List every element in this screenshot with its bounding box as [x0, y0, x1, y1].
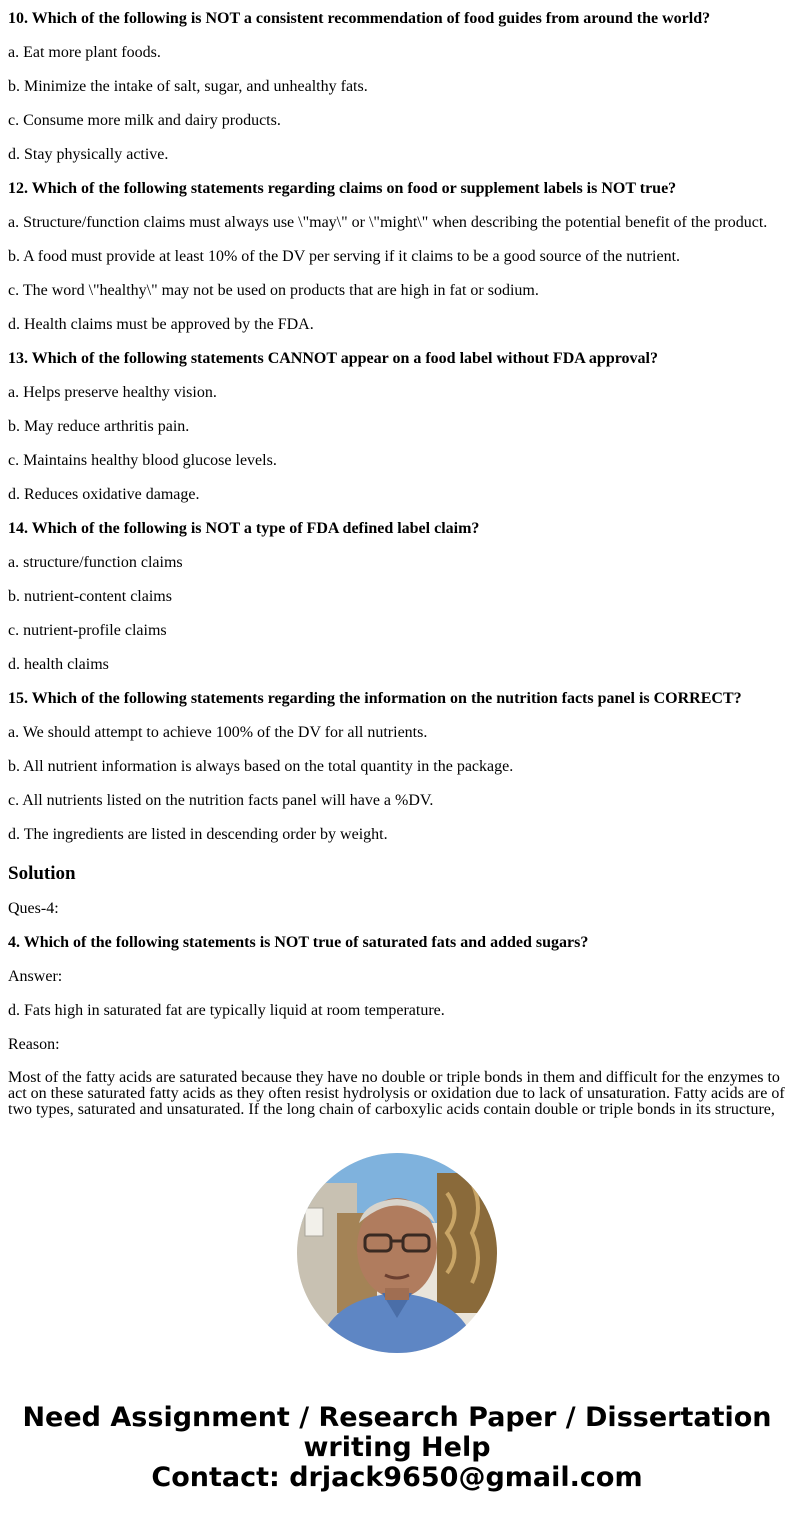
- option-a: a. Helps preserve healthy vision.: [8, 384, 217, 401]
- question-block-10: [8, 0, 786, 170]
- option-c: c. Consume more milk and dairy products.: [8, 112, 281, 129]
- question-text: 14. Which of the following is NOT a type of FDA defined label claim?: [8, 520, 480, 537]
- answer-label: Answer:: [8, 968, 63, 985]
- solution-question: 4. Which of the following statements is NOT true of saturated fats and added sugars?: [8, 934, 589, 951]
- option-d: d. Health claims must be approved by the FDA.: [8, 316, 314, 333]
- question-block-15: [8, 680, 786, 850]
- option-c: c. All nutrients listed on the nutrition facts panel will have a %DV.: [8, 792, 434, 809]
- banner-contact: Contact: drjack9650@gmail.com: [151, 1462, 643, 1493]
- question-text: 10. Which of the following is NOT a consistent recommendation of food guides from around the world?: [8, 10, 711, 27]
- ques-label: Ques-4:: [8, 900, 59, 917]
- option-b: b. Minimize the intake of salt, sugar, and unhealthy fats.: [8, 78, 368, 95]
- option-c: c. nutrient-profile claims: [8, 622, 167, 639]
- reason-text: Most of the fatty acids are saturated because they have no double or triple bonds in them and difficult for the enzymes to act on these saturated fatty acids as they often resist hydrolysis or oxidation due to lack of unsaturation. Fatty acids are of two types, saturated and unsaturated. If the long chain of carboxylic acids contain double or triple bonds in its structure,: [8, 1069, 785, 1118]
- option-d: d. The ingredients are listed in descending order by weight.: [8, 826, 388, 843]
- solution-heading: Solution: [8, 863, 76, 884]
- question-block-13: [8, 340, 786, 510]
- promo-banner: [0, 1403, 794, 1493]
- author-photo: [297, 1153, 497, 1353]
- option-d: d. Reduces oxidative damage.: [8, 486, 200, 503]
- option-a: a. Structure/function claims must always use \"may\" or \"might\" when describing the potential benefit of the product.: [8, 214, 768, 231]
- solution-section: [8, 850, 786, 1118]
- option-a: a. We should attempt to achieve 100% of the DV for all nutrients.: [8, 724, 428, 741]
- option-c: c. Maintains healthy blood glucose levels.: [8, 452, 277, 469]
- question-text: 12. Which of the following statements regarding claims on food or supplement labels is NOT true?: [8, 180, 677, 197]
- document-content: [8, 0, 786, 1122]
- question-block-12: [8, 170, 786, 340]
- question-block-14: [8, 510, 786, 680]
- question-text: 15. Which of the following statements regarding the information on the nutrition facts panel is CORRECT?: [8, 690, 742, 707]
- reason-label: Reason:: [8, 1036, 60, 1053]
- answer-text: d. Fats high in saturated fat are typically liquid at room temperature.: [8, 1002, 445, 1019]
- option-c: c. The word \"healthy\" may not be used on products that are high in fat or sodium.: [8, 282, 539, 299]
- option-b: b. nutrient-content claims: [8, 588, 172, 605]
- option-b: b. All nutrient information is always based on the total quantity in the package.: [8, 758, 514, 775]
- option-d: d. health claims: [8, 656, 109, 673]
- question-text: 13. Which of the following statements CANNOT appear on a food label without FDA approval?: [8, 350, 658, 367]
- banner-line-2: writing Help: [303, 1432, 491, 1463]
- banner-line-1: Need Assignment / Research Paper / Dissertation: [22, 1402, 772, 1433]
- option-a: a. Eat more plant foods.: [8, 44, 161, 61]
- option-b: b. May reduce arthritis pain.: [8, 418, 190, 435]
- option-b: b. A food must provide at least 10% of the DV per serving if it claims to be a good source of the nutrient.: [8, 248, 681, 265]
- option-d: d. Stay physically active.: [8, 146, 169, 163]
- person-portrait-icon: [297, 1153, 497, 1353]
- option-a: a. structure/function claims: [8, 554, 183, 571]
